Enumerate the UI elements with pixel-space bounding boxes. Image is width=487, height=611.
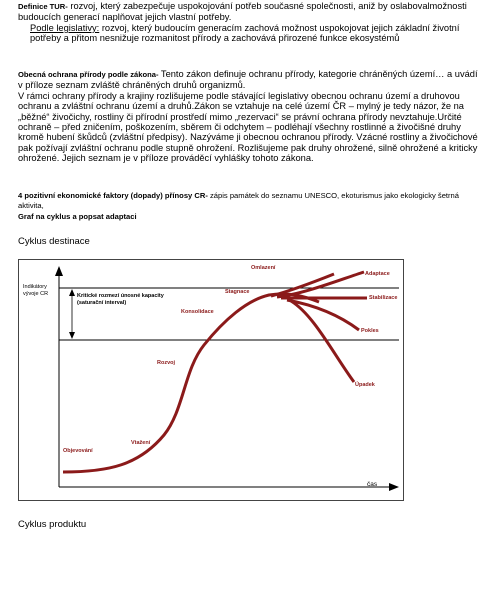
legislation-definition (18, 23, 480, 44)
capacity-arrow-down-icon (69, 332, 75, 339)
outcome-label-stabilization: Stabilizace (369, 295, 398, 301)
destination-cycle-heading: Cyklus destinace (18, 236, 90, 247)
stage-label-stagnation: Stagnace (225, 289, 250, 295)
label-line: Kritické rozmezí únosné kapacity (77, 293, 164, 299)
capacity-label (77, 293, 165, 306)
stage-label-development: Rozvoj (157, 360, 176, 366)
branch-collapse (291, 301, 354, 382)
y-axis-arrow-icon (55, 266, 63, 276)
x-axis-label: čas (367, 481, 378, 488)
development-curve (63, 294, 319, 472)
nature-protection-text1: Tento zákon definuje ochranu přírody, kategorie chráněných území… a uvádí v příloze seznam zvláště chráněných druhů organizmů. (18, 69, 478, 91)
label-line: vývoje CR (23, 291, 49, 297)
stage-label-discovery: Objevování (63, 448, 93, 454)
outcome-label-rejuvenation: Omlazení (251, 265, 276, 271)
branch-adaptation (277, 272, 364, 297)
legislation-text: rozvoj, který budoucím generacím zachová možnost uspokojovat jejich základní životní potřeby a přitom nesnižuje rozmanitost přírody a zachovává přirozené funkce ekosystémů (30, 23, 460, 44)
outcome-label-decline: Pokles (361, 328, 379, 334)
stage-label-involvement: Vtažení (131, 440, 151, 446)
graph-task-label: Graf na cyklus a popsat adaptaci (18, 211, 137, 221)
x-axis-arrow-icon (389, 483, 399, 491)
nature-protection-section (18, 69, 480, 164)
label-line: (saturační interval) (77, 300, 127, 306)
cycle-diagram-svg (19, 260, 403, 500)
outcome-label-collapse: Úpadek (355, 382, 375, 388)
economic-factors-text: zápis památek do seznamu UNESCO, ekoturismus jako ekologicky šetrná aktivita, (18, 191, 459, 211)
legislation-term: Podle legislativy: (30, 23, 100, 33)
nature-protection-text2: V rámci ochrany přírody a krajiny rozlišujeme podle stávající legislativy obecnou ochranu území a druhovou ochranu a zvláštní ochranu území a druhů.Zákon se vztahuje na celé území ČR – mylný je tedy názor, že na „běžné“ živočichy, rostliny či přírodní prostředí mimo „rezervaci“ se právní ochrana přírody nevztahuje.Určité ochraně – před zničením, poškozením, sběrem či odchytem – podléhají všechny rostlinné a živočišné druhy kromě hubení škůdců (zvláštní předpisy). Nazýváme ji obecnou ochranou přírody. Vzácné rostliny a živočichové pak požívají zvláštní ochranu podle stupně ohrožení. Rozlišujeme pak druhy ohrožené, silně ohrožené a kriticky ohrožené. Jejich seznam je v příloze prováděcí vyhlášky tohoto zákona. (18, 90, 478, 164)
outcome-label-adaptation: Adaptace (365, 271, 390, 277)
stage-label-consolidation: Konsolidace (181, 309, 214, 315)
product-cycle-heading: Cyklus produktu (18, 519, 87, 530)
label-line: Indikátory (23, 284, 47, 290)
economic-factors-term: 4 pozitivní ekonomické faktory (dopady) přínosy CR- (18, 191, 208, 200)
economic-factors (18, 191, 480, 222)
definition-text: rozvoj, který zabezpečuje uspokojování potřeb současné společnosti, aniž by oslabovalmožnosti budoucích generací naplňovat jejich vlastní potřeby. (18, 1, 467, 23)
nature-protection-term: Obecná ochrana přírody podle zákona- (18, 70, 159, 79)
capacity-arrow-up-icon (69, 289, 75, 296)
definition-tur (18, 1, 480, 23)
y-axis-label (23, 284, 48, 297)
definition-term: Definice TUR- (18, 2, 68, 11)
destination-cycle-chart (18, 259, 404, 501)
